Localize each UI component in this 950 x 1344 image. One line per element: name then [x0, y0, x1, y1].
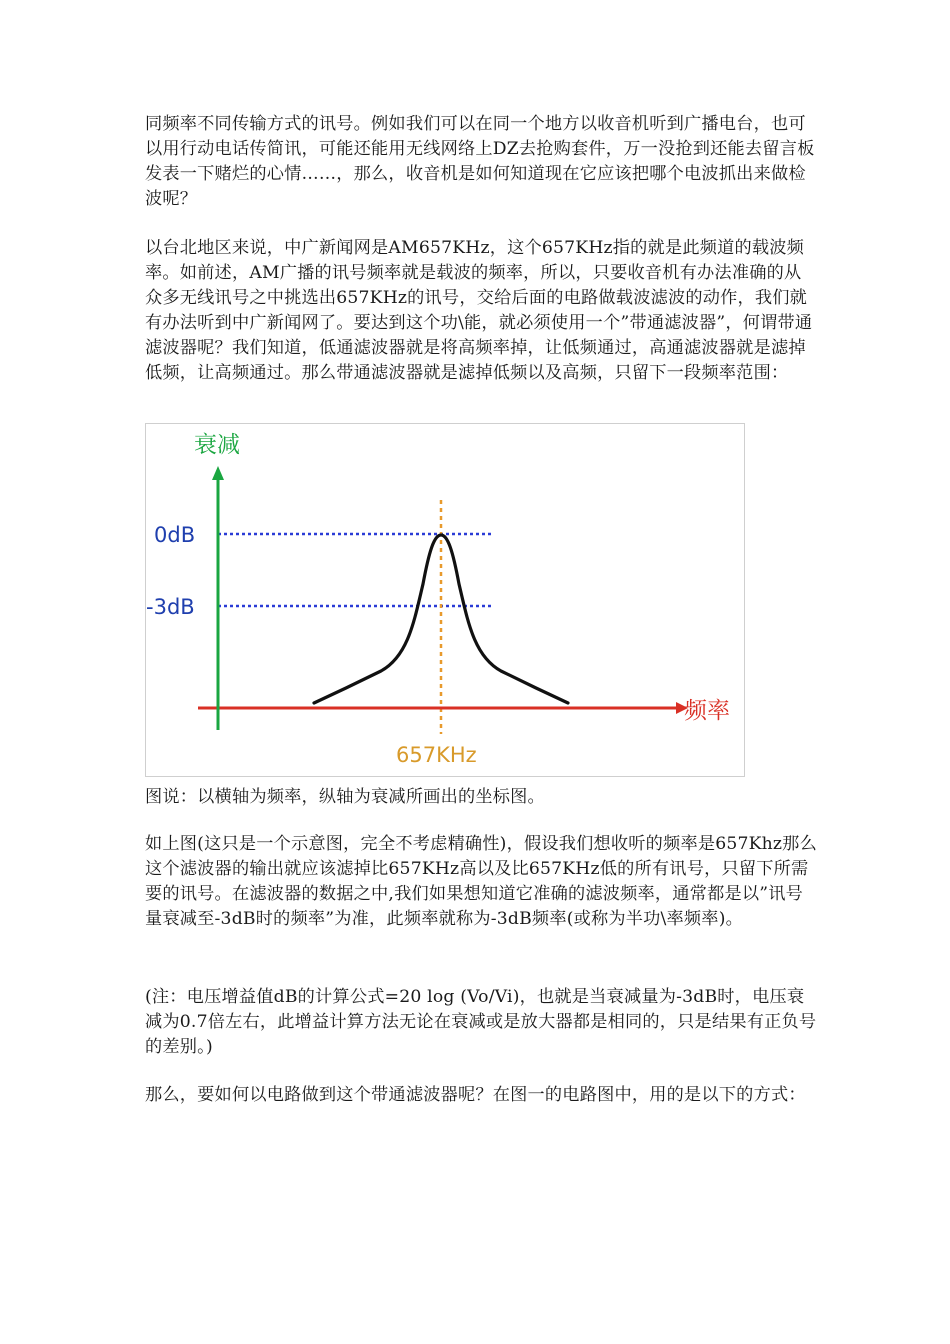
- bandpass-filter-figure: [145, 423, 745, 777]
- figure-caption: 图说：以横轴为频率，纵轴为衰减所画出的坐标图。: [145, 787, 545, 807]
- minus-3db-label: -3dB: [146, 595, 195, 619]
- paragraph-intro: 同频率不同传输方式的讯号。例如我们可以在同一个地方以收音机听到广播电台，也可以用行动电话传简讯，可能还能用无线网络上DZ去抢购套件，万一没抢到还能去留言板发表一下赌烂的心情……，那么，收音机是如何知道现在它应该把哪个电波抓出来做检波呢？: [145, 114, 815, 209]
- y-axis-label: 衰减: [194, 432, 240, 458]
- paragraph-circuit-question: 那么，要如何以电路做到这个带通滤波器呢？在图一的电路图中，用的是以下的方式：: [145, 1085, 806, 1105]
- center-frequency-label: 657KHz: [396, 743, 477, 767]
- paragraph-db-note: (注：电压增益值dB的计算公式=20 log (Vo/Vi)，也就是当衰减量为-3dB时，电压衰减为0.7倍左右，此增益计算方法无论在衰减或是放大器都是相同的，只是结果有正负号的差别。): [145, 987, 817, 1057]
- zero-db-label: 0dB: [154, 523, 196, 547]
- bandpass-diagram: [146, 424, 744, 776]
- paragraph-am-example: 以台北地区来说，中广新闻网是AM657KHz，这个657KHz指的就是此频道的载波频率。如前述，AM广播的讯号频率就是载波的频率，所以，只要收音机有办法准确的从众多无线讯号之中挑选出657KHz的讯号，交给后面的电路做载波滤波的动作，我们就有办法听到中广新闻网了。要达到这个功\能，就必须使用一个”带通滤波器”，何谓带通滤波器呢？我们知道，低通滤波器就是将高频率掉，让低频通过，高通滤波器就是滤掉低频，让高频通过。那么带通滤波器就是滤掉低频以及高频，只留下一段频率范围：: [145, 238, 813, 383]
- paragraph-3db-frequency: 如上图(这只是一个示意图，完全不考虑精确性)，假设我们想收听的频率是657Khz那么这个滤波器的输出就应该滤掉比657KHz高以及比657KHz低的所有讯号，只留下所需要的讯号。在滤波器的数据之中,我们如果想知道它准确的滤波频率，通常都是以”讯号量衰减至-3dB时的频率”为准，此频率就称为-3dB频率(或称为半功\率频率)。: [145, 834, 817, 929]
- x-axis-label: 频率: [684, 698, 730, 724]
- y-axis-arrowhead: [212, 466, 224, 480]
